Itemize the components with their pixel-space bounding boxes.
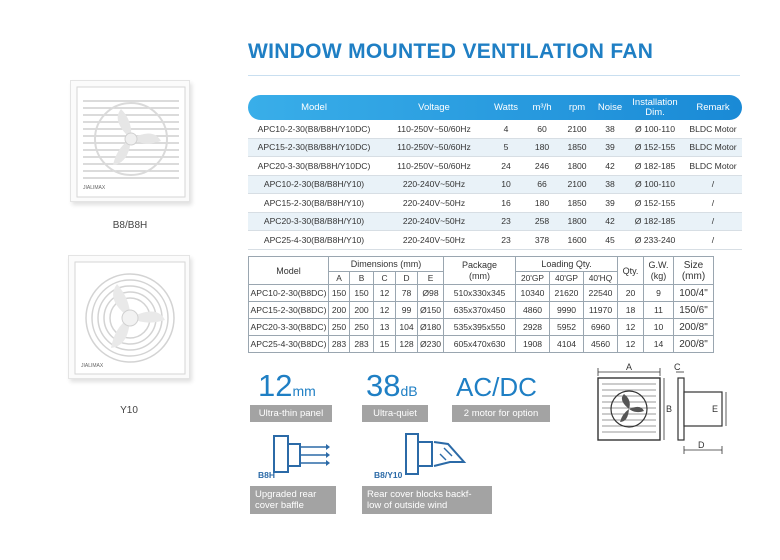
cell-40gp: 9990 bbox=[550, 302, 584, 319]
feature-noise bbox=[366, 370, 418, 407]
product-label-y10: Y10 bbox=[120, 405, 138, 416]
size-label: Size bbox=[683, 259, 704, 271]
cell-40gp: 4104 bbox=[550, 336, 584, 353]
cell-gw: 14 bbox=[644, 336, 674, 353]
cell-airflow: 180 bbox=[534, 142, 550, 153]
cell-a: 150 bbox=[329, 285, 350, 302]
cell-rpm: 2100 bbox=[567, 179, 587, 190]
cell-model: APC10-2-30(B8/B8H/Y10) bbox=[263, 179, 365, 190]
brand-logo: JIALIMAX bbox=[81, 363, 104, 369]
cell-b: 200 bbox=[350, 302, 374, 319]
brand-logo: JIALIMAX bbox=[83, 185, 106, 191]
cell-remark: / bbox=[711, 216, 715, 227]
dim-header-size bbox=[674, 257, 714, 285]
cell-installation-dim: Ø 100-110 bbox=[635, 123, 675, 134]
cell-noise: 39 bbox=[605, 142, 615, 153]
cell-remark: BLDC Motor bbox=[689, 142, 737, 153]
cell-model: APC15-2-30(B8/B8H/Y10) bbox=[263, 197, 365, 208]
cell-size: 100/4" bbox=[674, 285, 714, 302]
dim-header-gw bbox=[644, 257, 674, 285]
cell-model: APC15-2-30(B8DC) bbox=[249, 302, 329, 319]
cell-voltage: 110-250V~50/60Hz bbox=[397, 142, 471, 153]
product-image-y10 bbox=[68, 255, 190, 379]
dimension-table-row bbox=[249, 319, 714, 336]
cell-installation-dim: Ø 152-155 bbox=[634, 142, 676, 153]
dim-header-package bbox=[444, 257, 516, 285]
cell-40gp: 21620 bbox=[550, 285, 584, 302]
spec-table-row bbox=[248, 120, 742, 139]
drawing-label-a: A bbox=[626, 362, 633, 372]
spec-table-body bbox=[248, 120, 742, 250]
cell-size: 150/6" bbox=[674, 302, 714, 319]
cell-b: 283 bbox=[350, 336, 374, 353]
dim-col-a: A bbox=[329, 272, 350, 285]
cell-b: 250 bbox=[350, 319, 374, 336]
cell-e: Ø98 bbox=[418, 285, 444, 302]
dimension-table bbox=[248, 256, 714, 353]
gw-unit: (kg) bbox=[650, 270, 667, 281]
cell-watts: 23 bbox=[501, 216, 511, 227]
cell-20gp: 1908 bbox=[516, 336, 550, 353]
product-image-b8 bbox=[70, 80, 190, 202]
rear-cover-baffle-illustration bbox=[270, 430, 330, 480]
package-unit: (mm) bbox=[469, 270, 490, 281]
cell-watts: 5 bbox=[503, 142, 509, 153]
cell-c: 13 bbox=[374, 319, 396, 336]
feature-motor: AC/DC bbox=[456, 372, 537, 402]
cell-remark: BLDC Motor bbox=[689, 123, 737, 134]
cell-package: 605x470x630 bbox=[444, 336, 516, 353]
cell-model: APC25-4-30(B8DC) bbox=[249, 336, 329, 353]
cell-e: Ø180 bbox=[418, 319, 444, 336]
spec-table-row bbox=[248, 157, 742, 176]
cell-d: 104 bbox=[396, 319, 418, 336]
cell-package: 635x370x450 bbox=[444, 302, 516, 319]
cell-a: 200 bbox=[329, 302, 350, 319]
cell-voltage: 220-240V~50Hz bbox=[402, 197, 466, 208]
cell-voltage: 110-250V~50/60Hz bbox=[397, 160, 471, 171]
loading-col-40hq: 40'HQ bbox=[584, 272, 618, 285]
cell-remark: / bbox=[711, 197, 715, 208]
cell-d: 99 bbox=[396, 302, 418, 319]
header-voltage: Voltage bbox=[418, 101, 450, 113]
cell-rpm: 2100 bbox=[567, 123, 587, 134]
feature-motor-tag: 2 motor for option bbox=[452, 405, 550, 422]
cell-40hq: 22540 bbox=[584, 285, 618, 302]
dimension-table-row bbox=[249, 336, 714, 353]
cell-size: 200/8" bbox=[674, 319, 714, 336]
cell-airflow: 60 bbox=[537, 123, 547, 134]
product-label-b8: B8/B8H bbox=[112, 220, 148, 231]
cell-a: 250 bbox=[329, 319, 350, 336]
cell-remark: / bbox=[711, 234, 715, 245]
header-watts: Watts bbox=[494, 101, 518, 113]
cell-model: APC20-3-30(B8/B8H/Y10) bbox=[263, 216, 365, 227]
cell-voltage: 220-240V~50Hz bbox=[402, 234, 466, 245]
cell-noise: 42 bbox=[605, 216, 615, 227]
cover-tag-b8h-line2: cover baffle bbox=[255, 500, 304, 511]
cell-20gp: 10340 bbox=[516, 285, 550, 302]
header-rpm: rpm bbox=[568, 101, 586, 113]
dim-header-qty: Qty. bbox=[618, 257, 644, 285]
cell-model: APC20-3-30(B8/B8H/Y10DC) bbox=[257, 160, 371, 171]
cell-qty: 18 bbox=[618, 302, 644, 319]
loading-col-40gp: 40'GP bbox=[550, 272, 584, 285]
cell-watts: 4 bbox=[503, 123, 509, 134]
cell-airflow: 246 bbox=[534, 160, 550, 171]
cell-rpm: 1850 bbox=[567, 197, 587, 208]
loading-col-20gp: 20'GP bbox=[516, 272, 550, 285]
package-label: Package bbox=[461, 259, 498, 270]
cell-model: APC20-3-30(B8DC) bbox=[249, 319, 329, 336]
cell-installation-dim: Ø 233-240 bbox=[634, 234, 676, 245]
cell-package: 535x395x550 bbox=[444, 319, 516, 336]
backflow-cover-illustration bbox=[400, 430, 470, 482]
cell-e: Ø150 bbox=[418, 302, 444, 319]
dim-col-e: E bbox=[418, 272, 444, 285]
cell-size: 200/8" bbox=[674, 336, 714, 353]
cell-airflow: 180 bbox=[534, 197, 550, 208]
cell-installation-dim: Ø 152-155 bbox=[634, 197, 676, 208]
cell-gw: 11 bbox=[644, 302, 674, 319]
dim-col-c: C bbox=[374, 272, 396, 285]
dimension-table-row bbox=[249, 302, 714, 319]
cell-gw: 10 bbox=[644, 319, 674, 336]
cell-d: 78 bbox=[396, 285, 418, 302]
cell-model: APC15-2-30(B8/B8H/Y10DC) bbox=[257, 142, 371, 153]
cell-rpm: 1850 bbox=[567, 142, 587, 153]
drawing-label-c: C bbox=[674, 362, 681, 372]
feature-thickness bbox=[258, 370, 316, 407]
cover-tag-b8-y10-line1: Rear cover blocks backf- bbox=[367, 489, 472, 500]
cell-watts: 16 bbox=[501, 197, 511, 208]
cover-tag-b8-y10 bbox=[362, 486, 492, 514]
cell-noise: 38 bbox=[605, 123, 615, 134]
dim-header-loading: Loading Qty. bbox=[516, 257, 618, 272]
gw-label: G.W. bbox=[648, 259, 669, 270]
spec-table-row bbox=[248, 194, 742, 213]
spec-table bbox=[248, 95, 742, 250]
dim-header-model: Model bbox=[249, 257, 329, 285]
cell-package: 510x330x345 bbox=[444, 285, 516, 302]
cover-tag-b8-y10-line2: low of outside wind bbox=[367, 500, 448, 511]
cell-rpm: 1800 bbox=[567, 216, 587, 227]
cell-watts: 24 bbox=[501, 160, 511, 171]
feature-noise-unit: dB bbox=[400, 383, 418, 399]
feature-noise-value: 38 bbox=[366, 368, 401, 403]
spec-table-row bbox=[248, 231, 742, 250]
cell-voltage: 220-240V~50Hz bbox=[402, 179, 466, 190]
cell-b: 150 bbox=[350, 285, 374, 302]
cell-a: 283 bbox=[329, 336, 350, 353]
cell-remark: BLDC Motor bbox=[689, 160, 737, 171]
cell-airflow: 66 bbox=[537, 179, 547, 190]
spec-table-row bbox=[248, 176, 742, 195]
cell-20gp: 2928 bbox=[516, 319, 550, 336]
cell-installation-dim: Ø 100-110 bbox=[635, 179, 675, 190]
page-title: WINDOW MOUNTED VENTILATION FAN bbox=[248, 40, 654, 63]
cell-rpm: 1600 bbox=[567, 234, 587, 245]
cell-qty: 12 bbox=[618, 319, 644, 336]
cell-watts: 10 bbox=[501, 179, 511, 190]
cell-noise: 39 bbox=[605, 197, 615, 208]
feature-thickness-unit: mm bbox=[292, 383, 316, 399]
cell-d: 128 bbox=[396, 336, 418, 353]
cell-model: APC25-4-30(B8/B8H/Y10) bbox=[263, 234, 365, 245]
cover-tag-b8h-line1: Upgraded rear bbox=[255, 489, 317, 500]
cell-voltage: 110-250V~50/60Hz bbox=[397, 123, 471, 134]
cell-20gp: 4860 bbox=[516, 302, 550, 319]
size-unit: (mm) bbox=[681, 270, 706, 282]
header-model: Model bbox=[301, 101, 327, 113]
cell-installation-dim: Ø 182-185 bbox=[634, 216, 676, 227]
drawing-label-b: B bbox=[666, 404, 673, 414]
cell-model: APC10-2-30(B8DC) bbox=[249, 285, 329, 302]
header-airflow: m³/h bbox=[532, 101, 552, 113]
cell-noise: 42 bbox=[605, 160, 615, 171]
spec-table-row bbox=[248, 213, 742, 232]
cover-code-b8-y10: B8/Y10 bbox=[374, 470, 403, 480]
dim-col-b: B bbox=[350, 272, 374, 285]
cover-tag-b8h bbox=[250, 486, 336, 514]
cell-airflow: 258 bbox=[534, 216, 550, 227]
cell-e: Ø230 bbox=[418, 336, 444, 353]
cell-qty: 20 bbox=[618, 285, 644, 302]
dim-col-d: D bbox=[396, 272, 418, 285]
drawing-label-d: D bbox=[698, 440, 705, 450]
cell-c: 12 bbox=[374, 302, 396, 319]
cell-noise: 45 bbox=[605, 234, 615, 245]
feature-thickness-tag: Ultra-thin panel bbox=[250, 405, 332, 422]
feature-thickness-value: 12 bbox=[258, 368, 293, 403]
cell-gw: 9 bbox=[644, 285, 674, 302]
cell-installation-dim: Ø 182-185 bbox=[634, 160, 676, 171]
cell-c: 12 bbox=[374, 285, 396, 302]
header-noise: Noise bbox=[597, 101, 623, 113]
dimension-table-row bbox=[249, 285, 714, 302]
cell-qty: 12 bbox=[618, 336, 644, 353]
cell-voltage: 220-240V~50Hz bbox=[402, 216, 466, 227]
dim-header-dimensions: Dimensions (mm) bbox=[329, 257, 444, 272]
feature-noise-tag: Ultra-quiet bbox=[362, 405, 428, 422]
cell-airflow: 378 bbox=[534, 234, 550, 245]
header-installation: Installation Dim. bbox=[632, 96, 678, 118]
spec-table-header bbox=[248, 95, 742, 120]
title-divider bbox=[248, 75, 740, 76]
cell-model: APC10-2-30(B8/B8H/Y10DC) bbox=[257, 123, 371, 134]
cell-c: 15 bbox=[374, 336, 396, 353]
cell-40hq: 11970 bbox=[584, 302, 618, 319]
cover-code-b8h: B8H bbox=[258, 470, 276, 480]
cell-40hq: 4560 bbox=[584, 336, 618, 353]
cell-noise: 38 bbox=[605, 179, 615, 190]
dimension-drawing bbox=[588, 362, 738, 462]
dimension-table-body bbox=[249, 285, 714, 353]
drawing-label-e: E bbox=[712, 404, 719, 414]
cell-40gp: 5952 bbox=[550, 319, 584, 336]
header-remark: Remark bbox=[696, 101, 730, 113]
cell-watts: 23 bbox=[501, 234, 511, 245]
spec-table-row bbox=[248, 139, 742, 158]
cell-remark: / bbox=[711, 179, 715, 190]
cell-40hq: 6960 bbox=[584, 319, 618, 336]
cell-rpm: 1800 bbox=[567, 160, 587, 171]
